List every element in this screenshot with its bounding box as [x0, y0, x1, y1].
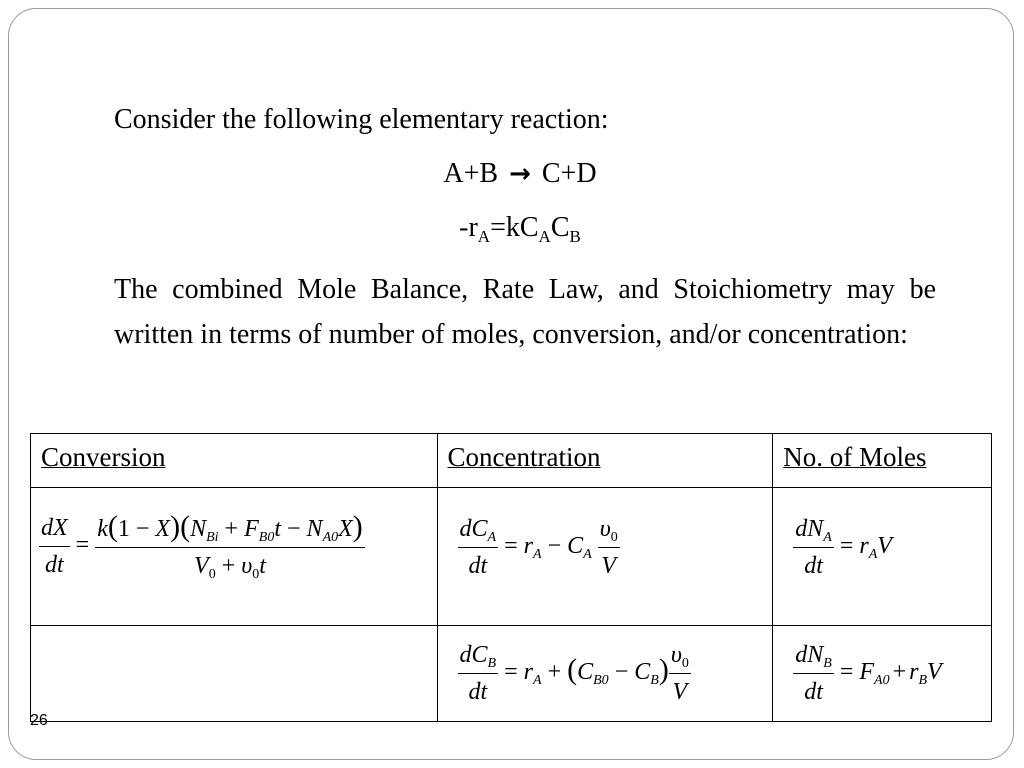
rate-law-c: C — [550, 212, 570, 243]
rate-law-sub: A — [538, 227, 551, 246]
rate-law-equation — [0, 208, 1024, 248]
rate-law-sub: A — [477, 227, 491, 246]
empty-cell — [31, 626, 438, 722]
description-paragraph: The combined Mole Balance, Rate Law, and Stoichiometry may be written in terms of number of moles, conversion, and/or concentration: — [114, 274, 936, 350]
moles-a-cell — [773, 488, 992, 626]
page-number: 26 — [30, 712, 48, 729]
concentration-b-equation: $\frac{dC_B}{dt}$ = $r_A + (C_{B0} - C_B)$ $\frac{\upsilon_0}{V}$ — [459, 642, 689, 705]
intro-text: Consider the following elementary reaction: — [114, 104, 609, 135]
header-cell — [773, 434, 992, 488]
conversion-equation: $\frac{dX}{dt}$ = $\frac{k(1 - X)(N_{Bi} + F_{B0}t - N_{A0}X)}{V_0 + \upsilon_0t}$ — [41, 510, 363, 582]
mole-balance-table — [30, 433, 992, 722]
reaction-equation — [0, 154, 1024, 194]
reaction-products: C+D — [541, 158, 597, 189]
header-cell — [31, 434, 438, 488]
header-concentration: Concentration — [447, 442, 601, 472]
conversion-cell — [31, 488, 438, 626]
moles-a-equation: $\frac{dN_A}{dt}$ = $r_AV$ — [795, 516, 892, 579]
header-conversion: Conversion — [41, 442, 166, 472]
reaction-arrow-icon: → — [509, 159, 531, 189]
concentration-b-cell — [437, 626, 773, 722]
rate-law-sub: B — [569, 227, 581, 246]
rate-law-r: -r — [459, 212, 478, 243]
moles-b-cell — [773, 626, 992, 722]
concentration-a-equation: $\frac{dC_A}{dt}$ = $r_A - C_A$ $\frac{\upsilon_0}{V}$ — [459, 516, 618, 579]
moles-b-equation: $\frac{dN_B}{dt}$ = $F_{A0} + r_BV$ — [795, 642, 942, 705]
reaction-reactants: A+B — [443, 158, 499, 189]
concentration-a-cell — [437, 488, 773, 626]
rate-law-mid: =kC — [490, 212, 539, 243]
header-cell — [437, 434, 773, 488]
header-moles: No. of Moles — [783, 442, 927, 472]
